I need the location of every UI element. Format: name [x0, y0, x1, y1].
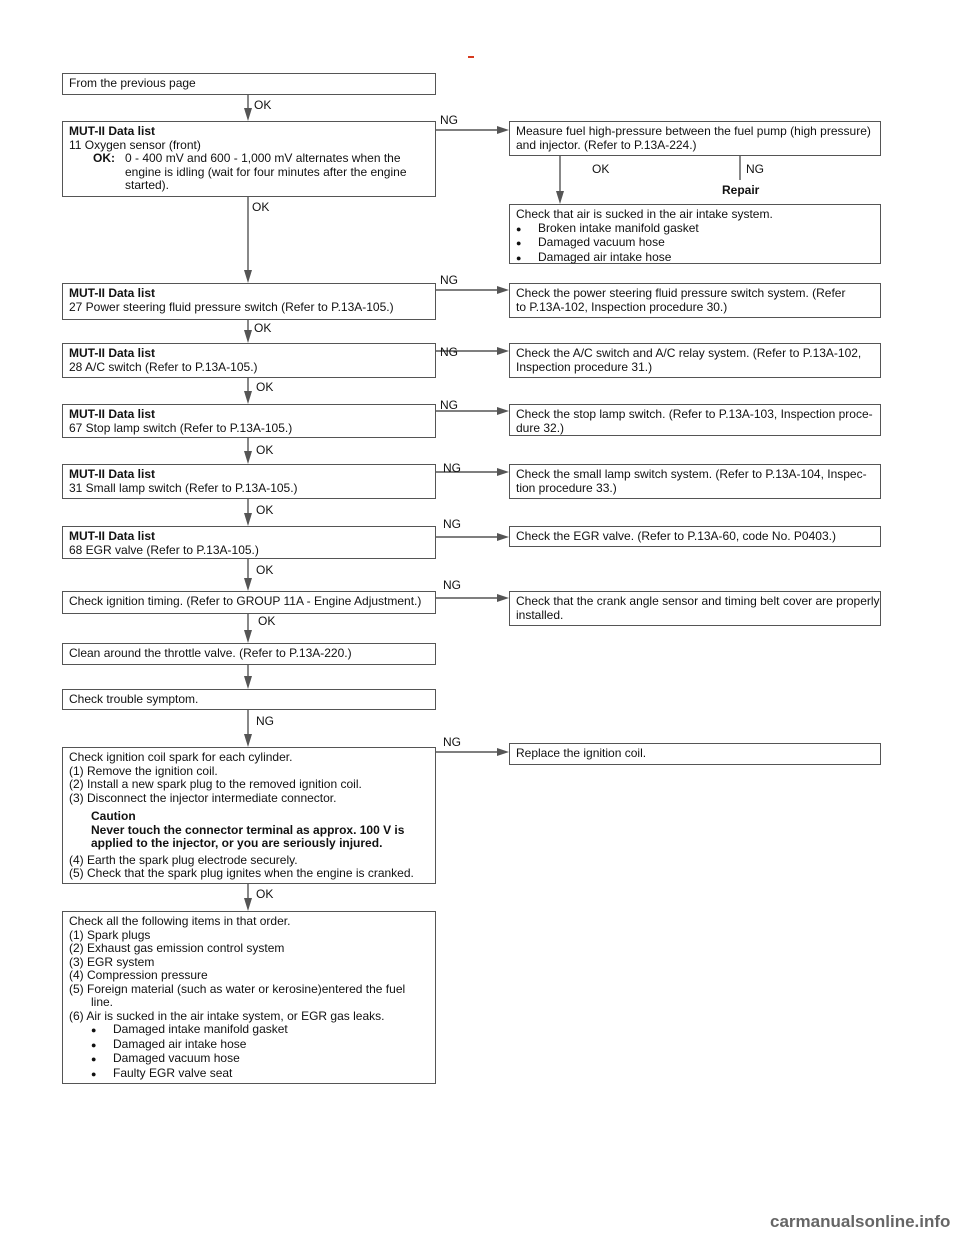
box-title: MUT-II Data list: [69, 286, 156, 300]
bullet-item: ● Damaged vacuum hose: [516, 235, 665, 249]
box-text: installed.: [516, 607, 564, 622]
box-item: 68 EGR valve (Refer to P.13A-105.): [69, 542, 259, 557]
box-text: to P.13A-102, Inspection procedure 30.): [516, 299, 728, 314]
trouble-symptom-box: [62, 689, 436, 710]
procedure-step: (5) Foreign material (such as water or kerosine)entered the fuel: [69, 981, 406, 996]
box-text: Inspection procedure 31.): [516, 359, 653, 374]
ok-label: OK: [254, 98, 272, 112]
ok-label: OK: [256, 443, 274, 457]
box-item: 27 Power steering fluid pressure switch (Refer to P.13A-105.): [69, 299, 394, 314]
ignition-timing-box: [62, 591, 436, 614]
stop-lamp-box: [62, 404, 436, 438]
box-title: MUT-II Data list: [69, 407, 156, 421]
ng-label: NG: [746, 162, 764, 176]
ok-label: OK: [254, 321, 272, 335]
ng-label: NG: [443, 578, 461, 592]
air-intake-box: [509, 204, 881, 264]
watermark: carmanualsonline.info: [770, 1212, 951, 1231]
bullet-item: ● Damaged air intake hose: [516, 249, 672, 264]
bullet-item: ● Damaged vacuum hose: [91, 1051, 240, 1065]
ok-label: OK: [592, 162, 610, 176]
previous-page-box: [62, 73, 436, 95]
box-text: Check the A/C switch and A/C relay system. (Refer to P.13A-102,: [516, 346, 862, 360]
box-text: Measure fuel high-pressure between the fuel pump (high pressure): [516, 124, 871, 138]
stop-lamp-ng-box: [509, 404, 881, 436]
caution-heading: Caution: [91, 809, 136, 823]
ng-label: NG: [443, 735, 461, 749]
final-check-box: [62, 911, 436, 1084]
bullet-icon: ●: [516, 252, 522, 263]
bullet-item: ● Broken intake manifold gasket: [516, 220, 699, 235]
condition-line: engine is idling (wait for four minutes after the engine: [125, 164, 407, 179]
bullet-icon: ●: [516, 238, 522, 248]
procedure-step: (1) Remove the ignition coil.: [69, 763, 218, 778]
box-text: Check the power steering fluid pressure switch system. (Refer: [516, 286, 846, 300]
ok-label: OK: [256, 503, 274, 517]
caution-text: Never touch the connector terminal as approx. 100 V is: [91, 822, 405, 837]
repair-label: Repair: [722, 183, 760, 197]
egr-valve-ng-box: [509, 526, 881, 547]
bullet-icon: ●: [91, 1054, 97, 1064]
caution-note: [69, 810, 429, 851]
procedure-step: (2) Exhaust gas emission control system: [69, 941, 285, 955]
egr-valve-box: [62, 526, 436, 559]
box-text: Check ignition timing. (Refer to GROUP 11A - Engine Adjustment.): [69, 594, 422, 608]
ng-label: NG: [440, 398, 458, 412]
box-item: 31 Small lamp switch (Refer to P.13A-105.): [69, 480, 298, 495]
condition-line: 0 - 400 mV and 600 - 1,000 mV alternates when the: [125, 151, 401, 165]
procedure-step: (1) Spark plugs: [69, 927, 151, 942]
bullet-item: ● Faulty EGR valve seat: [91, 1065, 233, 1080]
ng-label: NG: [440, 113, 458, 127]
bullet-icon: ●: [91, 1039, 97, 1050]
box-text: Check that the crank angle sensor and timing belt cover are properly: [516, 594, 880, 608]
box-item: 28 A/C switch (Refer to P.13A-105.): [69, 359, 258, 374]
power-steering-box: [62, 283, 436, 320]
procedure-step: (4) Compression pressure: [69, 968, 208, 982]
condition-line: started).: [125, 178, 170, 192]
ng-label: NG: [256, 714, 274, 728]
box-item: 67 Stop lamp switch (Refer to P.13A-105.): [69, 420, 293, 435]
procedure-step: (3) Disconnect the injector intermediate connector.: [69, 790, 337, 805]
procedure-step-continuation: line.: [91, 995, 114, 1009]
bullet-item: ● Damaged air intake hose: [91, 1036, 247, 1051]
ok-label: OK: [252, 200, 270, 214]
ng-label: NG: [440, 273, 458, 287]
throttle-valve-box: [62, 643, 436, 665]
box-title: MUT-II Data list: [69, 124, 156, 138]
ac-switch-box: [62, 343, 436, 378]
bullet-icon: ●: [516, 223, 522, 234]
ok-label: OK: [256, 887, 274, 901]
box-title: Check ignition coil spark for each cylinder.: [69, 750, 293, 764]
procedure-step: (4) Earth the spark plug electrode securely.: [69, 852, 298, 867]
box-text: Clean around the throttle valve. (Refer to P.13A-220.): [69, 646, 352, 660]
box-text: From the previous page: [69, 76, 196, 90]
ok-condition-label: OK:: [93, 151, 115, 165]
box-text: Check the stop lamp switch. (Refer to P.13A-103, Inspection proce-: [516, 407, 873, 421]
ac-switch-ng-box: [509, 343, 881, 378]
box-text: dure 32.): [516, 420, 565, 435]
box-title: Check all the following items in that order.: [69, 914, 291, 928]
box-text: tion procedure 33.): [516, 480, 617, 495]
box-item: 11 Oxygen sensor (front): [69, 137, 201, 152]
procedure-step: (3) EGR system: [69, 954, 155, 969]
oxygen-sensor-box: [62, 121, 436, 197]
crank-sensor-ng-box: [509, 591, 881, 626]
ok-condition: [69, 152, 429, 193]
bullet-icon: ●: [91, 1025, 97, 1035]
small-lamp-box: [62, 464, 436, 499]
caution-text: applied to the injector, or you are seriously injured.: [91, 836, 383, 850]
ng-label: NG: [440, 345, 458, 359]
bullet-item: ● Damaged intake manifold gasket: [91, 1022, 288, 1036]
box-text: and injector. (Refer to P.13A-224.): [516, 137, 697, 152]
ignition-coil-box: [62, 747, 436, 884]
ok-label: OK: [256, 563, 274, 577]
box-title: MUT-II Data list: [69, 529, 156, 543]
small-lamp-ng-box: [509, 464, 881, 499]
procedure-step: (2) Install a new spark plug to the removed ignition coil.: [69, 777, 362, 791]
box-text: Check the EGR valve. (Refer to P.13A-60, code No. P0403.): [516, 529, 836, 543]
replace-coil-box: [509, 743, 881, 765]
box-text: Replace the ignition coil.: [516, 746, 647, 760]
box-text: Check the small lamp switch system. (Refer to P.13A-104, Inspec-: [516, 467, 867, 481]
box-text: Check trouble symptom.: [69, 692, 199, 706]
red-marker: [468, 56, 474, 58]
procedure-step: (6) Air is sucked in the air intake system, or EGR gas leaks.: [69, 1008, 385, 1023]
box-title: Check that air is sucked in the air intake system.: [516, 207, 773, 221]
ng-label: NG: [443, 517, 461, 531]
bullet-icon: ●: [91, 1068, 97, 1079]
ok-label: OK: [256, 380, 274, 394]
box-title: MUT-II Data list: [69, 467, 156, 481]
box-title: MUT-II Data list: [69, 346, 156, 360]
fuel-pressure-box: [509, 121, 881, 156]
ok-label: OK: [258, 614, 276, 628]
power-steering-ng-box: [509, 283, 881, 318]
ng-label: NG: [443, 461, 461, 475]
procedure-step: (5) Check that the spark plug ignites when the engine is cranked.: [69, 866, 414, 880]
